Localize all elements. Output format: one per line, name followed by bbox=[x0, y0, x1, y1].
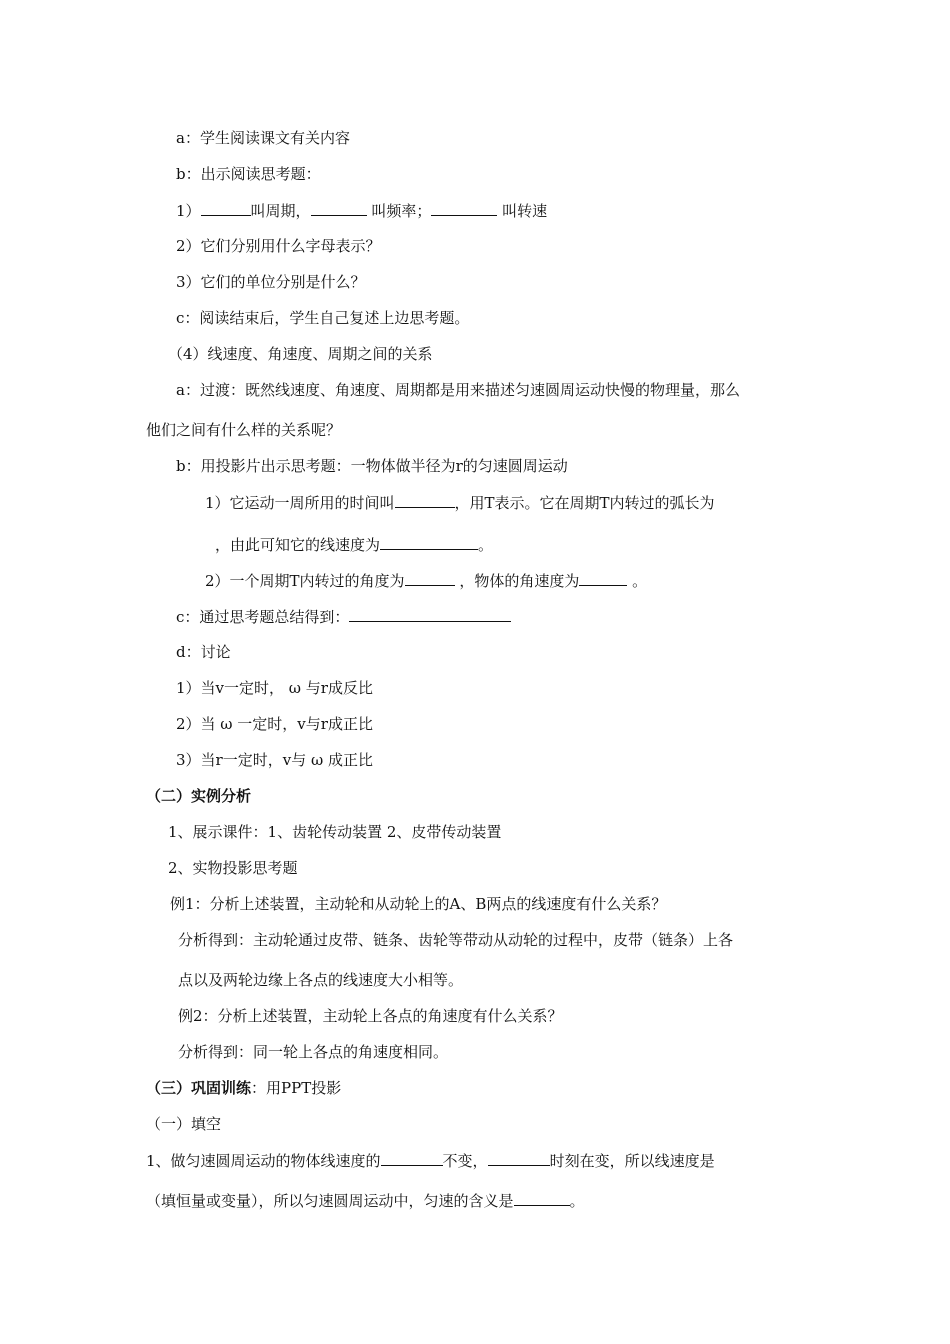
text-fragment: 。 bbox=[478, 536, 494, 554]
text-fragment: c：通过思考题总结得到： bbox=[176, 608, 350, 626]
fill-blank[interactable] bbox=[349, 606, 511, 622]
text-line: a：学生阅读课文有关内容 bbox=[176, 129, 350, 147]
text-line: a：过渡：既然线速度、角速度、周期都是用来描述匀速圆周运动快慢的物理量，那么 bbox=[176, 381, 740, 399]
heading-suffix: ：用PPT投影 bbox=[251, 1079, 342, 1097]
text-line: 2、实物投影思考题 bbox=[168, 859, 298, 877]
question-line bbox=[146, 1150, 715, 1171]
text-fragment: 1、做匀速圆周运动的物体线速度的 bbox=[146, 1152, 381, 1170]
heading-bold: （三）巩固训练 bbox=[146, 1079, 252, 1097]
fill-blank[interactable] bbox=[201, 200, 251, 216]
text-line: 分析得到：主动轮通过皮带、链条、齿轮等带动从动轮的过程中，皮带（链条）上各 bbox=[178, 931, 734, 949]
text-fragment: 。 bbox=[632, 572, 648, 590]
text-fragment: （填恒量或变量），所以匀速圆周运动中，匀速的含义是 bbox=[146, 1192, 514, 1210]
fill-blank[interactable] bbox=[311, 200, 367, 216]
section-heading: （二）实例分析 bbox=[146, 787, 252, 805]
text-fragment: 不变， bbox=[442, 1152, 488, 1170]
text-line: 例2：分析上述装置，主动轮上各点的角速度有什么关系？ bbox=[178, 1007, 563, 1025]
fill-blank[interactable] bbox=[395, 492, 455, 508]
fill-blank[interactable] bbox=[514, 1190, 570, 1206]
section-heading: （4）线速度、角速度、周期之间的关系 bbox=[168, 345, 433, 363]
text-fragment: 1） bbox=[176, 202, 201, 220]
text-line: d：讨论 bbox=[176, 643, 231, 661]
text-fragment: 叫频率； bbox=[371, 202, 432, 220]
fill-blank[interactable] bbox=[381, 1150, 443, 1166]
question-line bbox=[146, 1190, 585, 1211]
text-line: 点以及两轮边缘上各点的线速度大小相等。 bbox=[178, 971, 464, 989]
text-fragment: 2）一个周期T内转过的角度为 bbox=[205, 572, 405, 590]
text-line: 2）它们分别用什么字母表示？ bbox=[176, 237, 381, 255]
text-line: b：出示阅读思考题： bbox=[176, 165, 321, 183]
text-line: 3）当r一定时，v与 ω 成正比 bbox=[176, 751, 373, 769]
fill-blank[interactable] bbox=[431, 200, 497, 216]
text-line: 他们之间有什么样的关系呢？ bbox=[146, 421, 342, 439]
text-line: 分析得到：同一轮上各点的角速度相同。 bbox=[178, 1043, 449, 1061]
text-fragment: 时刻在变，所以线速度是 bbox=[549, 1152, 715, 1170]
text-fragment: ，由此可知它的线速度为 bbox=[215, 536, 381, 554]
text-fragment: 叫周期， bbox=[250, 202, 311, 220]
text-line: 2）当 ω 一定时，v与r成正比 bbox=[176, 715, 373, 733]
text-fragment: 1）它运动一周所用的时间叫 bbox=[205, 494, 395, 512]
fill-blank[interactable] bbox=[488, 1150, 550, 1166]
text-fragment: 叫转速 bbox=[502, 202, 548, 220]
fill-blank[interactable] bbox=[380, 534, 478, 550]
question-line bbox=[176, 200, 547, 221]
text-line: 1、展示课件：1、齿轮传动装置 2、皮带传动装置 bbox=[168, 823, 502, 841]
text-line: b：用投影片出示思考题：一物体做半径为r的匀速圆周运动 bbox=[176, 457, 568, 475]
question-line bbox=[215, 534, 493, 555]
question-line bbox=[205, 492, 715, 513]
question-line bbox=[176, 606, 511, 627]
text-line: （一）填空 bbox=[146, 1115, 222, 1133]
text-fragment: 。 bbox=[569, 1192, 585, 1210]
text-fragment: ，用T表示。它在周期T内转过的弧长为 bbox=[454, 494, 715, 512]
text-line: 例1：分析上述装置，主动轮和从动轮上的A、B两点的线速度有什么关系？ bbox=[170, 895, 667, 913]
text-fragment: ，物体的角速度为 bbox=[459, 572, 580, 590]
fill-blank[interactable] bbox=[579, 570, 627, 586]
question-line bbox=[205, 570, 647, 591]
fill-blank[interactable] bbox=[405, 570, 455, 586]
section-heading bbox=[146, 1078, 341, 1098]
text-line: c：阅读结束后，学生自己复述上边思考题。 bbox=[176, 309, 470, 327]
text-line: 3）它们的单位分别是什么？ bbox=[176, 273, 366, 291]
text-line: 1）当v一定时， ω 与r成反比 bbox=[176, 679, 373, 697]
